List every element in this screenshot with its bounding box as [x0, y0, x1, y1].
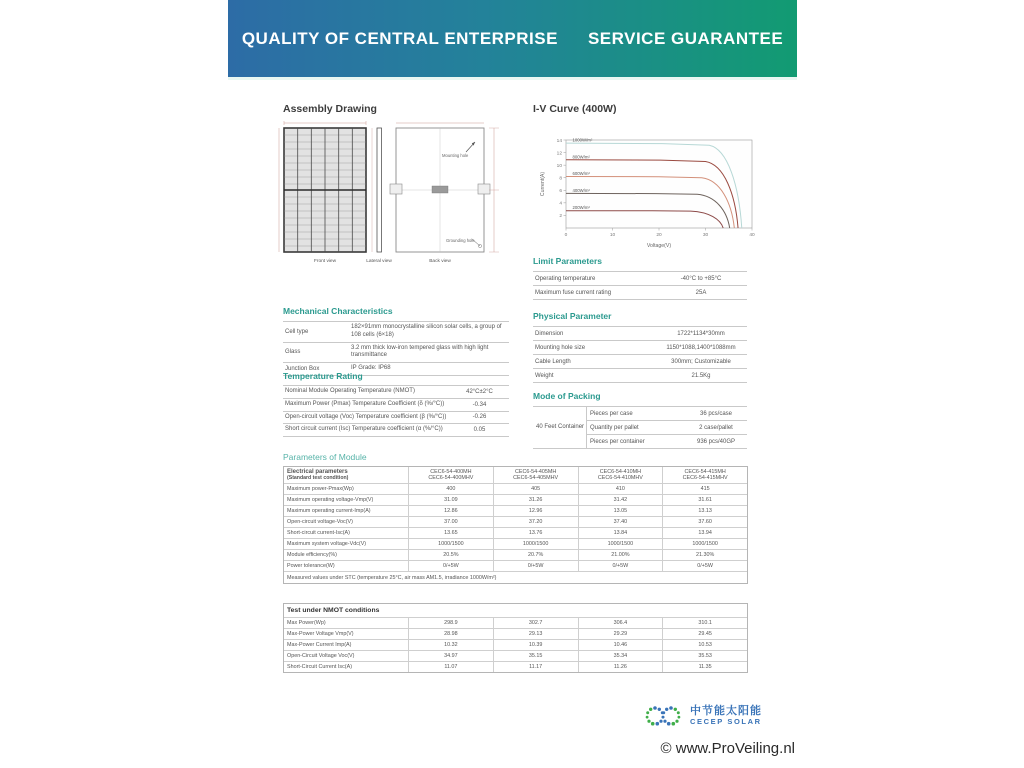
cell-value: 29.13 [494, 629, 579, 639]
packing-group-label: 40 Feet Container [533, 407, 587, 448]
row-label: Junction Box [285, 366, 320, 373]
cell-value: 13.65 [409, 528, 494, 538]
table-row [283, 343, 509, 364]
model-name: CEC6-54-405MHV [513, 475, 559, 481]
cell-value: 13.84 [579, 528, 664, 538]
physical-heading: Physical Parameter [533, 311, 612, 321]
table-row [283, 424, 509, 437]
cell-value: 1000/1500 [579, 539, 664, 549]
cell-value: 0/+5W [494, 561, 579, 571]
cell-value: 11.07 [409, 662, 494, 672]
lateral-view-label: Lateral view [366, 259, 392, 264]
cell-value: 13.05 [579, 506, 664, 516]
series-label: 1000W/m² [572, 137, 593, 143]
row-label: Glass [285, 349, 301, 356]
header-banner [228, 0, 797, 80]
parameter-label: Max-Power Current Imp(A) [284, 640, 409, 650]
back-view [390, 123, 499, 252]
y-axis-label: Current(A) [540, 171, 546, 197]
table-row [284, 640, 747, 651]
cecep-logo [644, 701, 762, 731]
cell-value: 13.76 [494, 528, 579, 538]
cell-value: 13.94 [698, 530, 712, 536]
row-value: 2 case/pallet [699, 424, 733, 431]
table-row [587, 421, 747, 435]
cell-value: 37.20 [494, 517, 579, 527]
table-row [284, 629, 747, 640]
model-name-cell [663, 467, 747, 483]
nmot-heading: Test under NMOT conditions [284, 604, 747, 618]
row-value: 300mm; Customizable [671, 358, 731, 365]
row-label: Quantity per pallet [590, 424, 639, 431]
model-name: CEC6-54-405MH [514, 469, 557, 475]
svg-text:10: 10 [556, 163, 562, 169]
svg-text:4: 4 [559, 201, 562, 207]
temperature-table [283, 385, 509, 437]
cell-value: 34.97 [409, 651, 494, 661]
front-view-label: Front view [313, 259, 337, 264]
cell-value: 37.00 [409, 517, 494, 527]
row-value: 1150*1088,1400*1088mm [666, 344, 736, 351]
mechanical-heading: Mechanical Characteristics [283, 306, 393, 316]
watermark-text: © www.ProVeiling.nl [660, 740, 795, 757]
table-row [284, 484, 747, 495]
row-value: 21.5Kg [691, 372, 711, 379]
row-label: Weight [535, 372, 554, 379]
cell-value: 21.30% [695, 552, 715, 558]
row-label: Maximum Power (Pmax) Temperature Coefficient (δ (%/°C)) [285, 400, 445, 407]
series-label: 600W/m² [572, 170, 590, 176]
row-value: -40°C to +85°C [680, 275, 722, 282]
table-row [283, 322, 509, 343]
svg-text:40: 40 [749, 233, 755, 238]
parameter-label: Open-Circuit Voltage Voc(V) [284, 651, 409, 661]
row-label: Mounting hole size [535, 344, 586, 351]
cell-value: 35.53 [698, 653, 712, 659]
cell-value: 0/+5W [409, 561, 494, 571]
parameter-label: Open-circuit voltage-Voc(V) [284, 517, 409, 527]
table-row [284, 506, 747, 517]
svg-text:0: 0 [564, 233, 568, 238]
banner-title-left: QUALITY OF CENTRAL ENTERPRISE [241, 28, 558, 48]
assembly-heading: Assembly Drawing [283, 103, 377, 115]
cell-value: 12.86 [409, 506, 494, 516]
table-row [533, 286, 747, 300]
parameter-label: Power tolerance(W) [284, 561, 409, 571]
stc-footnote: Measured values under STC (temperature 25°C, air mass AM1.5, irradiance 1000W/m²) [287, 574, 497, 581]
limit-table [533, 271, 747, 300]
logo-english-text: CECEP SOLAR [690, 717, 762, 726]
cell-value: 31.26 [494, 495, 579, 505]
assembly-drawing-svg [276, 120, 514, 268]
packing-table [533, 406, 747, 449]
svg-text:14: 14 [556, 138, 562, 144]
model-name-cell [409, 467, 494, 483]
row-value: 0.05 [473, 427, 486, 434]
row-value: 936 pcs/40GP [696, 438, 736, 445]
cell-value: 37.60 [698, 519, 712, 525]
cell-value: 302.7 [494, 618, 579, 628]
row-value: 182×91mm monocrystalline silicon solar cells, a group of 108 cells (6×18) [351, 324, 502, 338]
model-name: CEC6-54-400MH [430, 469, 472, 475]
cell-value: 29.29 [579, 629, 664, 639]
grounding-hole-label: Grounding hole [446, 238, 475, 243]
row-value: -0.34 [472, 401, 487, 408]
cell-value: 0/+5W [697, 563, 713, 569]
table-row [284, 517, 747, 528]
series-label: 200W/m² [572, 205, 590, 211]
row-value: 36 pcs/case [699, 410, 733, 417]
cell-value: 11.35 [698, 664, 712, 670]
table-row [284, 539, 747, 550]
cell-value: 0/+5W [579, 561, 664, 571]
parameter-label: Maximum operating current-Imp(A) [284, 506, 409, 516]
cell-value: 1000/1500 [494, 539, 579, 549]
module-table-heading: Parameters of Module [283, 452, 367, 462]
table-row [284, 495, 747, 506]
cell-value: 1000/1500 [692, 541, 718, 547]
row-value: -0.26 [472, 414, 487, 421]
model-name: CEC6-54-415MHV [682, 475, 728, 481]
model-name-cell [579, 467, 664, 483]
series-label: 800W/m² [572, 154, 590, 160]
row-value: 3.2 mm thick low-iron tempered glass with high light transmittance [351, 344, 489, 359]
cell-value: 298.9 [409, 618, 494, 628]
iv-curve-heading: I-V Curve (400W) [533, 103, 617, 115]
model-name-cell [494, 467, 579, 483]
cell-value: 10.39 [494, 640, 579, 650]
cell-value: 11.17 [494, 662, 579, 672]
cell-value: 29.45 [698, 631, 712, 637]
model-name: CEC6-54-415MH [684, 469, 726, 475]
table-row [283, 412, 509, 425]
packing-rows [587, 407, 747, 448]
parameter-label: Maximum system voltage-Vdc(V) [284, 539, 409, 549]
svg-text:20: 20 [656, 233, 662, 238]
cell-value: 21.00% [579, 550, 664, 560]
svg-text:6: 6 [559, 189, 562, 195]
cell-value: 31.61 [698, 497, 712, 503]
cell-value: 410 [579, 484, 664, 494]
cecep-logo-icon [644, 701, 684, 731]
svg-text:10: 10 [609, 233, 616, 238]
table-row [284, 651, 747, 662]
physical-table [533, 326, 747, 383]
cell-value: 12.96 [494, 506, 579, 516]
cell-value: 11.26 [579, 662, 664, 672]
cell-value: 415 [700, 486, 710, 492]
cell-value: 13.13 [698, 508, 712, 514]
mounting-hole-label: Mounting hole [442, 153, 469, 158]
packing-heading: Mode of Packing [533, 391, 601, 401]
cell-value: 1000/1500 [409, 539, 494, 549]
row-label: Pieces per case [590, 410, 633, 417]
iv-curve-svg [538, 133, 760, 249]
cell-value: 35.34 [579, 651, 664, 661]
parameter-label: Maximum power-Pmax(Wp) [284, 484, 409, 494]
parameter-label: Short-circuit current-Isc(A) [284, 528, 409, 538]
module-table-header [284, 467, 747, 484]
back-view-label: Back view [429, 259, 451, 264]
limit-heading: Limit Parameters [533, 256, 602, 266]
cell-value: 31.09 [409, 495, 494, 505]
row-value: 25A [695, 289, 707, 296]
header-line1: Electrical parameters [287, 469, 348, 475]
model-name: CEC6-54-400MHV [428, 475, 474, 481]
table-row [284, 561, 747, 572]
iv-curve-chart [538, 133, 760, 254]
parameter-label: Max-Power Voltage Vmp(V) [284, 629, 409, 639]
cell-value: 306.4 [579, 618, 664, 628]
cell-value: 28.98 [409, 629, 494, 639]
parameter-label: Short-Circuit Current Isc(A) [284, 662, 409, 672]
row-label: Operating temperature [535, 275, 596, 282]
cell-value: 310.1 [698, 620, 712, 626]
row-label: Nominal Module Operating Temperature (NMOT) [285, 388, 415, 394]
x-axis-label: Voltage(V) [646, 243, 672, 249]
cell-value: 400 [409, 484, 494, 494]
table-row [284, 618, 747, 629]
table-row [533, 355, 747, 369]
table-row [533, 272, 747, 286]
table-row [284, 550, 747, 561]
row-label: Short circuit current (Isc) Temperature coefficient (α (%/°C)) [285, 426, 443, 433]
table-row [283, 399, 509, 412]
parameter-label: Maximum operating voltage-Vmp(V) [284, 495, 409, 505]
header-line2: (Standard test condition) [287, 475, 349, 481]
row-value: 1722*1134*30mm [677, 330, 725, 337]
table-row [283, 386, 509, 399]
parameter-label: Max Power(Wp) [284, 618, 409, 628]
model-name: CEC6-54-410MHV [597, 475, 643, 481]
row-label: Cell type [285, 328, 309, 335]
temperature-heading: Temperature Rating [283, 371, 363, 381]
row-label: Cable Length [535, 358, 571, 365]
cell-value: 37.40 [579, 517, 664, 527]
cell-value: 10.53 [698, 642, 712, 648]
table-row [587, 407, 747, 421]
cell-value: 405 [494, 484, 579, 494]
table-row [587, 435, 747, 448]
svg-text:2: 2 [559, 214, 562, 220]
banner-title-right: SERVICE GUARANTEE [587, 28, 784, 48]
row-label: Dimension [535, 330, 564, 337]
cell-value: 20.5% [409, 550, 494, 560]
row-label: Open-circuit voltage (Voc) Temperature coefficient (β (%/°C)) [285, 413, 447, 420]
logo-chinese-text: 中节能太阳能 [690, 705, 762, 718]
lateral-view [372, 128, 382, 252]
module-table [283, 466, 748, 584]
cell-value: 10.46 [579, 640, 664, 650]
table-row [284, 528, 747, 539]
svg-text:8: 8 [559, 176, 562, 182]
parameter-label: Module efficiency(%) [284, 550, 409, 560]
svg-text:30: 30 [702, 233, 709, 238]
series-label: 400W/m² [572, 187, 590, 193]
table-row [533, 369, 747, 383]
front-view-panel [284, 128, 366, 252]
cell-value: 31.42 [579, 495, 664, 505]
row-value: IP Grade: IP68 [351, 365, 391, 372]
model-name: CEC6-54-410MH [599, 469, 642, 475]
svg-text:12: 12 [556, 151, 562, 157]
row-label: Pieces per container [590, 438, 645, 445]
header-label-cell [284, 467, 409, 483]
table-row [284, 662, 747, 672]
mechanical-table [283, 321, 509, 376]
row-label: Maximum fuse current rating [535, 289, 612, 296]
table-row [533, 327, 747, 341]
cell-value: 10.32 [409, 640, 494, 650]
cell-value: 35.15 [494, 651, 579, 661]
cell-value: 20.7% [494, 550, 579, 560]
row-value: 42°C±2°C [466, 388, 493, 395]
assembly-drawing [276, 120, 514, 273]
nmot-table [283, 603, 748, 673]
table-row [533, 341, 747, 355]
